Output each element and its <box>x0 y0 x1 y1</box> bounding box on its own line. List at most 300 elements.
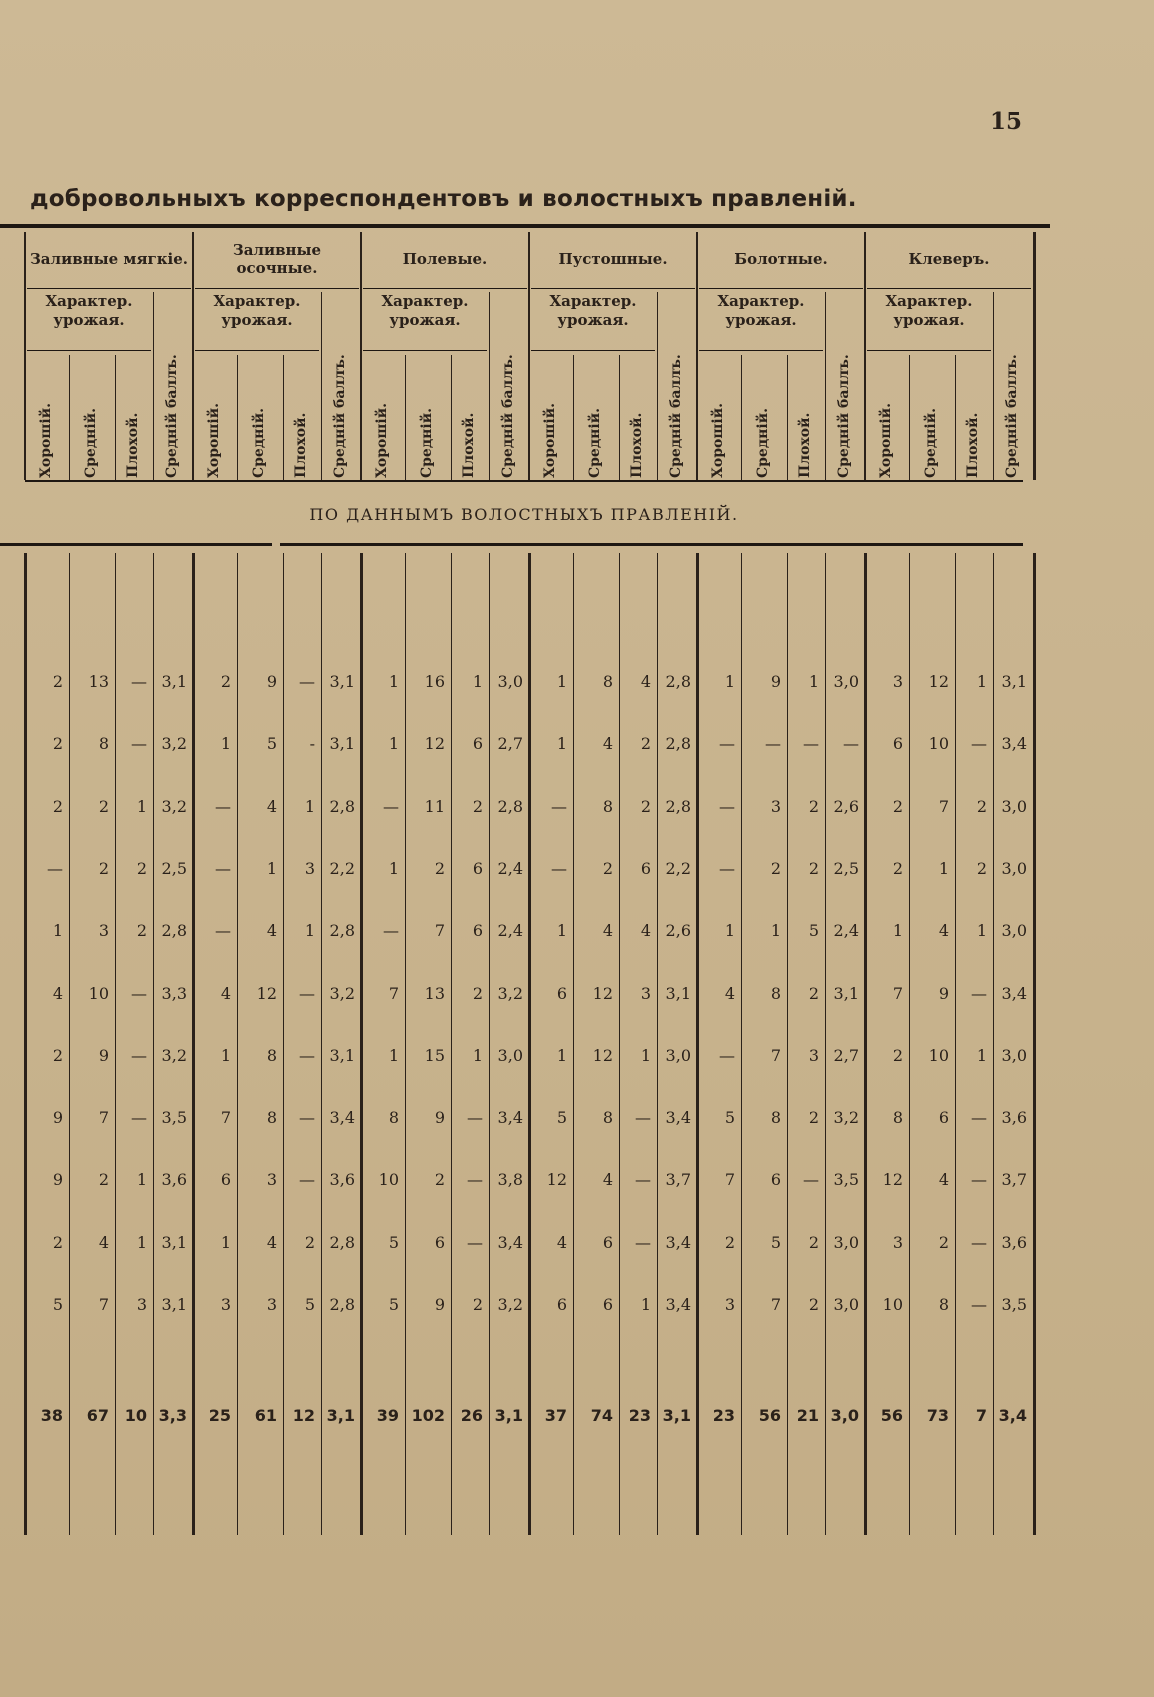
column-separator-body <box>955 553 956 1535</box>
column-separator-body <box>321 553 322 1535</box>
table-cell: 6 <box>556 1295 567 1314</box>
column-header: Средній. <box>755 408 771 478</box>
table-cell: 6 <box>472 734 483 754</box>
column-separator <box>909 355 910 480</box>
table-cell: 8 <box>770 1108 781 1128</box>
table-cell: 8 <box>602 796 613 816</box>
table-cell: 2 <box>52 672 63 691</box>
table-cell: 3,6 <box>329 1170 355 1190</box>
table-cell: 2 <box>938 1232 949 1252</box>
total-cell: 23 <box>712 1406 735 1425</box>
total-cell: 61 <box>254 1406 277 1425</box>
table-cell: 1 <box>770 921 781 941</box>
table-cell: 1 <box>556 921 567 941</box>
group-underline <box>27 288 191 289</box>
group-name: Заливные мягкіе. <box>29 250 189 268</box>
table-cell: 3 <box>892 1232 903 1252</box>
table-cell: 6 <box>640 858 651 878</box>
table-cell: 1 <box>808 672 819 691</box>
table-cell: 4 <box>220 983 231 1003</box>
column-separator <box>787 355 788 480</box>
table-cell: 2,4 <box>497 921 523 941</box>
column-separator <box>657 292 658 480</box>
table-cell: 3 <box>136 1295 147 1314</box>
table-cell: 2 <box>304 1232 315 1252</box>
subhead-label: Характер. урожая. <box>45 292 133 329</box>
table-cell: 2 <box>892 796 903 816</box>
subhead-label: Характер. урожая. <box>885 292 973 329</box>
table-cell: 3,5 <box>161 1108 187 1128</box>
table-cell: 7 <box>892 983 903 1003</box>
total-cell: 3,3 <box>158 1406 187 1425</box>
table-cell: 7 <box>434 921 445 941</box>
table-cell: 1 <box>52 921 63 941</box>
column-separator <box>955 355 956 480</box>
table-cell: 1 <box>304 796 315 816</box>
column-header: Хорошій. <box>374 403 390 478</box>
table-cell: 9 <box>98 1045 109 1065</box>
table-cell: 7 <box>938 796 949 816</box>
table-cell: 3,0 <box>1001 921 1027 941</box>
group-separator-body <box>696 553 699 1535</box>
column-header: Плохой. <box>125 412 141 478</box>
table-cell: 2,8 <box>329 1232 355 1252</box>
total-cell: 74 <box>590 1406 613 1425</box>
table-cell: — <box>131 734 147 754</box>
table-cell: 13 <box>88 672 109 691</box>
column-separator-body <box>741 553 742 1535</box>
table-cell: 3 <box>770 796 781 816</box>
table-cell: 2,7 <box>833 1045 859 1065</box>
table-cell: 12 <box>928 672 949 691</box>
group-underline <box>531 288 695 289</box>
table-cell: 4 <box>266 1232 277 1252</box>
table-cell: 1 <box>976 672 987 691</box>
table-cell: 3,4 <box>665 1108 691 1128</box>
table-cell: 12 <box>424 734 445 754</box>
column-header: Средній баллъ. <box>668 354 684 478</box>
table-cell: 2 <box>472 983 483 1003</box>
subhead-label: Характер. урожая. <box>381 292 469 329</box>
table-cell: 3 <box>892 672 903 691</box>
total-cell: 38 <box>40 1406 63 1425</box>
subhead-underline <box>27 350 151 351</box>
group-separator-body <box>528 553 531 1535</box>
column-separator-body <box>153 553 154 1535</box>
column-separator-body <box>787 553 788 1535</box>
column-header: Средній. <box>419 408 435 478</box>
table-cell: 8 <box>266 1108 277 1128</box>
table-cell: 3,1 <box>329 672 355 691</box>
table-cell: 2 <box>808 858 819 878</box>
table-cell: 3 <box>724 1295 735 1314</box>
table-cell: 2,8 <box>329 1295 355 1314</box>
table-cell: — <box>635 1170 651 1190</box>
column-header: Плохой. <box>629 412 645 478</box>
table-cell: 1 <box>724 672 735 691</box>
table-cell: 5 <box>724 1108 735 1128</box>
group-name: Клеверъ. <box>908 250 990 268</box>
table-cell: 8 <box>266 1045 277 1065</box>
table-cell: 7 <box>724 1170 735 1190</box>
table-cell: 3,0 <box>497 1045 523 1065</box>
section-rule-right <box>280 543 1023 546</box>
subhead-underline <box>699 350 823 351</box>
table-cell: 1 <box>388 858 399 878</box>
table-cell: 2,6 <box>665 921 691 941</box>
column-header: Средній баллъ. <box>164 354 180 478</box>
group-separator-body <box>360 553 363 1535</box>
column-separator-body <box>657 553 658 1535</box>
table-cell: 15 <box>424 1045 445 1065</box>
table-cell: 5 <box>808 921 819 941</box>
column-header: Плохой. <box>293 412 309 478</box>
section-rule-left <box>0 543 272 546</box>
table-cell: 9 <box>938 983 949 1003</box>
table-cell: - <box>309 734 315 754</box>
table-cell: 7 <box>220 1108 231 1128</box>
table-cell: 3,4 <box>1001 983 1027 1003</box>
column-separator-body <box>283 553 284 1535</box>
column-separator <box>115 355 116 480</box>
table-cell: — <box>467 1232 483 1252</box>
group-name: Пустошные. <box>558 250 668 268</box>
table-cell: 3,0 <box>1001 858 1027 878</box>
table-cell: 2 <box>220 672 231 691</box>
table-cell: 7 <box>388 983 399 1003</box>
table-cell: 2 <box>808 1232 819 1252</box>
table-cell: 8 <box>602 1108 613 1128</box>
table-cell: 16 <box>424 672 445 691</box>
table-cell: 3,0 <box>1001 796 1027 816</box>
table-cell: — <box>635 1108 651 1128</box>
table-cell: — <box>551 796 567 816</box>
table-cell: 3 <box>98 921 109 941</box>
table-cell: — <box>971 1108 987 1128</box>
table-cell: — <box>299 672 315 691</box>
table-cell: 2,4 <box>497 858 523 878</box>
table-cell: 11 <box>424 796 445 816</box>
table-cell: 3,8 <box>497 1170 523 1190</box>
table-cell: — <box>299 983 315 1003</box>
column-separator <box>619 355 620 480</box>
table-cell: 3 <box>808 1045 819 1065</box>
table-cell: 5 <box>770 1232 781 1252</box>
group-separator-body <box>192 553 195 1535</box>
table-cell: — <box>719 734 735 754</box>
column-separator <box>993 292 994 480</box>
table-cell: 8 <box>388 1108 399 1128</box>
table-cell: — <box>131 1045 147 1065</box>
column-separator <box>825 292 826 480</box>
total-cell: 26 <box>460 1406 483 1425</box>
table-cell: — <box>47 858 63 878</box>
table-cell: 2 <box>52 1232 63 1252</box>
group-separator-body <box>864 553 867 1535</box>
total-cell: 3,0 <box>830 1406 859 1425</box>
total-cell: 37 <box>544 1406 567 1425</box>
total-cell: 3,1 <box>662 1406 691 1425</box>
column-separator-body <box>237 553 238 1535</box>
table-cell: 2 <box>808 1108 819 1128</box>
table-cell: 5 <box>52 1295 63 1314</box>
table-cell: 5 <box>266 734 277 754</box>
table-cell: 3,4 <box>497 1232 523 1252</box>
total-cell: 67 <box>86 1406 109 1425</box>
table-cell: 3,1 <box>1001 672 1027 691</box>
table-cell: — <box>299 1170 315 1190</box>
table-cell: 2 <box>52 1045 63 1065</box>
table-cell: 1 <box>388 734 399 754</box>
table-cell: 12 <box>882 1170 903 1190</box>
table-cell: 4 <box>556 1232 567 1252</box>
column-separator-body <box>115 553 116 1535</box>
table-cell: — <box>299 1045 315 1065</box>
table-cell: 6 <box>556 983 567 1003</box>
table-cell: 2,6 <box>833 796 859 816</box>
table-cell: — <box>803 1170 819 1190</box>
table-cell: — <box>971 1295 987 1314</box>
column-header: Средній баллъ. <box>500 354 516 478</box>
table-cell: 3 <box>266 1295 277 1314</box>
table-cell: 8 <box>770 983 781 1003</box>
table-cell: 3,0 <box>665 1045 691 1065</box>
column-separator-body <box>619 553 620 1535</box>
table-cell: 6 <box>220 1170 231 1190</box>
table-cell: 4 <box>640 921 651 941</box>
table-cell: 1 <box>556 672 567 691</box>
table-cell: 2 <box>640 734 651 754</box>
table-cell: 9 <box>266 672 277 691</box>
table-cell: 1 <box>472 672 483 691</box>
column-separator <box>69 355 70 480</box>
column-header: Плохой. <box>461 412 477 478</box>
column-separator-body <box>489 553 490 1535</box>
group-underline <box>363 288 527 289</box>
table-cell: 2,8 <box>665 734 691 754</box>
table-cell: 3,2 <box>329 983 355 1003</box>
table-cell: 3,2 <box>161 734 187 754</box>
table-cell: 12 <box>592 983 613 1003</box>
total-cell: 21 <box>796 1406 819 1425</box>
column-header: Плохой. <box>797 412 813 478</box>
table-cell: 1 <box>892 921 903 941</box>
table-cell: 7 <box>98 1295 109 1314</box>
table-cell: 6 <box>938 1108 949 1128</box>
page-title: добровольныхъ корреспондентовъ и волостныхъ правленій. <box>30 186 857 212</box>
table-cell: 2 <box>808 1295 819 1314</box>
table-cell: 2,8 <box>329 796 355 816</box>
total-cell: 56 <box>758 1406 781 1425</box>
table-cell: 2 <box>892 858 903 878</box>
table-cell: 1 <box>304 921 315 941</box>
table-cell: 3,1 <box>161 672 187 691</box>
table-cell: 1 <box>976 921 987 941</box>
table-cell: 1 <box>136 1170 147 1190</box>
table-cell: 1 <box>220 1045 231 1065</box>
table-cell: 4 <box>640 672 651 691</box>
column-header: Плохой. <box>965 412 981 478</box>
table-cell: 9 <box>434 1295 445 1314</box>
table-cell: — <box>467 1108 483 1128</box>
table-cell: 1 <box>724 921 735 941</box>
subhead-underline <box>195 350 319 351</box>
column-separator-body <box>909 553 910 1535</box>
page-number: 15 <box>990 108 1023 135</box>
total-cell: 56 <box>880 1406 903 1425</box>
table-cell: 9 <box>52 1108 63 1128</box>
table-cell: — <box>971 734 987 754</box>
table-cell: 12 <box>592 1045 613 1065</box>
column-header: Хорошій. <box>38 403 54 478</box>
table-cell: 4 <box>938 921 949 941</box>
table-cell: 10 <box>882 1295 903 1314</box>
table-cell: 2 <box>136 921 147 941</box>
table-cell: 1 <box>136 1232 147 1252</box>
table-cell: 3 <box>304 858 315 878</box>
table-cell: 2 <box>892 1045 903 1065</box>
table-cell: 3,4 <box>497 1108 523 1128</box>
total-cell: 3,4 <box>998 1406 1027 1425</box>
table-cell: 2 <box>98 1170 109 1190</box>
table-cell: 1 <box>976 1045 987 1065</box>
subhead-underline <box>867 350 991 351</box>
table-cell: 2,8 <box>161 921 187 941</box>
table-cell: 6 <box>472 858 483 878</box>
table-cell: 2 <box>724 1232 735 1252</box>
table-cell: 4 <box>938 1170 949 1190</box>
table-cell: 3,1 <box>329 1045 355 1065</box>
table-cell: 10 <box>928 734 949 754</box>
group-name: Полевые. <box>402 250 488 268</box>
table-cell: 7 <box>98 1108 109 1128</box>
table-cell: 3,7 <box>665 1170 691 1190</box>
group-underline <box>867 288 1031 289</box>
table-cell: — <box>215 921 231 941</box>
total-cell: 102 <box>411 1406 445 1425</box>
table-cell: 9 <box>770 672 781 691</box>
table-cell: 8 <box>602 672 613 691</box>
column-separator-body <box>573 553 574 1535</box>
table-cell: — <box>635 1232 651 1252</box>
table-cell: 3,0 <box>497 672 523 691</box>
table-cell: 3,4 <box>665 1295 691 1314</box>
table-cell: 8 <box>892 1108 903 1128</box>
table-cell: 1 <box>472 1045 483 1065</box>
subhead-underline <box>363 350 487 351</box>
total-cell: 39 <box>376 1406 399 1425</box>
table-cell: 4 <box>724 983 735 1003</box>
table-cell: 1 <box>388 672 399 691</box>
table-cell: 1 <box>266 858 277 878</box>
total-cell: 10 <box>124 1406 147 1425</box>
table-cell: 3,4 <box>329 1108 355 1128</box>
column-separator-body <box>993 553 994 1535</box>
table-cell: 7 <box>770 1295 781 1314</box>
table-cell: 3 <box>266 1170 277 1190</box>
column-header: Средній баллъ. <box>332 354 348 478</box>
table-cell: 3,6 <box>161 1170 187 1190</box>
table-cell: 2 <box>808 796 819 816</box>
column-header: Средній. <box>83 408 99 478</box>
table-cell: 2 <box>52 796 63 816</box>
table-cell: 13 <box>424 983 445 1003</box>
table-cell: — <box>719 1045 735 1065</box>
table-cell: 4 <box>98 1232 109 1252</box>
table-cell: — <box>971 983 987 1003</box>
table-cell: 6 <box>434 1232 445 1252</box>
total-cell: 73 <box>926 1406 949 1425</box>
table-cell: 2 <box>472 1295 483 1314</box>
table-cell: — <box>971 1170 987 1190</box>
table-cell: — <box>803 734 819 754</box>
table-cell: 3,1 <box>665 983 691 1003</box>
group-name: Заливные осочные. <box>232 241 322 277</box>
column-separator <box>237 355 238 480</box>
table-cell: 3,3 <box>161 983 187 1003</box>
column-header: Средній. <box>923 408 939 478</box>
table-cell: 2 <box>976 796 987 816</box>
column-separator <box>573 355 574 480</box>
table-cell: — <box>299 1108 315 1128</box>
table-cell: — <box>383 796 399 816</box>
table-cell: 3,5 <box>833 1170 859 1190</box>
table-cell: 3,0 <box>833 672 859 691</box>
column-header: Средній баллъ. <box>1004 354 1020 478</box>
table-cell: 2,4 <box>833 921 859 941</box>
table-cell: 3,6 <box>1001 1108 1027 1128</box>
table-cell: 12 <box>256 983 277 1003</box>
table-cell: 5 <box>388 1232 399 1252</box>
table-cell: 3,2 <box>161 796 187 816</box>
table-cell: 6 <box>770 1170 781 1190</box>
table-cell: 2 <box>808 983 819 1003</box>
column-header: Хорошій. <box>710 403 726 478</box>
table-cell: 2 <box>434 858 445 878</box>
table-cell: 4 <box>602 1170 613 1190</box>
table-cell: 10 <box>88 983 109 1003</box>
table-cell: 1 <box>388 1045 399 1065</box>
table-cell: 10 <box>928 1045 949 1065</box>
table-cell: — <box>551 858 567 878</box>
table-cell: 2 <box>602 858 613 878</box>
table-cell: — <box>467 1170 483 1190</box>
total-cell: 23 <box>628 1406 651 1425</box>
column-separator <box>153 292 154 480</box>
table-cell: 2 <box>98 858 109 878</box>
table-cell: 5 <box>304 1295 315 1314</box>
table-cell: — <box>765 734 781 754</box>
table-cell: 2,2 <box>665 858 691 878</box>
table-cell: — <box>971 1232 987 1252</box>
table-cell: 3,1 <box>161 1232 187 1252</box>
column-separator <box>489 292 490 480</box>
column-separator <box>405 355 406 480</box>
column-header: Хорошій. <box>878 403 894 478</box>
subhead-underline <box>531 350 655 351</box>
table-cell: 2 <box>976 858 987 878</box>
table-cell: 3,0 <box>1001 1045 1027 1065</box>
table-cell: 3,2 <box>497 1295 523 1314</box>
total-cell: 12 <box>292 1406 315 1425</box>
table-cell: 3,2 <box>833 1108 859 1128</box>
table-cell: — <box>843 734 859 754</box>
table-cell: 6 <box>892 734 903 754</box>
table-cell: 6 <box>472 921 483 941</box>
table-cell: 3,6 <box>1001 1232 1027 1252</box>
table-cell: 3 <box>640 983 651 1003</box>
table-cell: 2 <box>640 796 651 816</box>
